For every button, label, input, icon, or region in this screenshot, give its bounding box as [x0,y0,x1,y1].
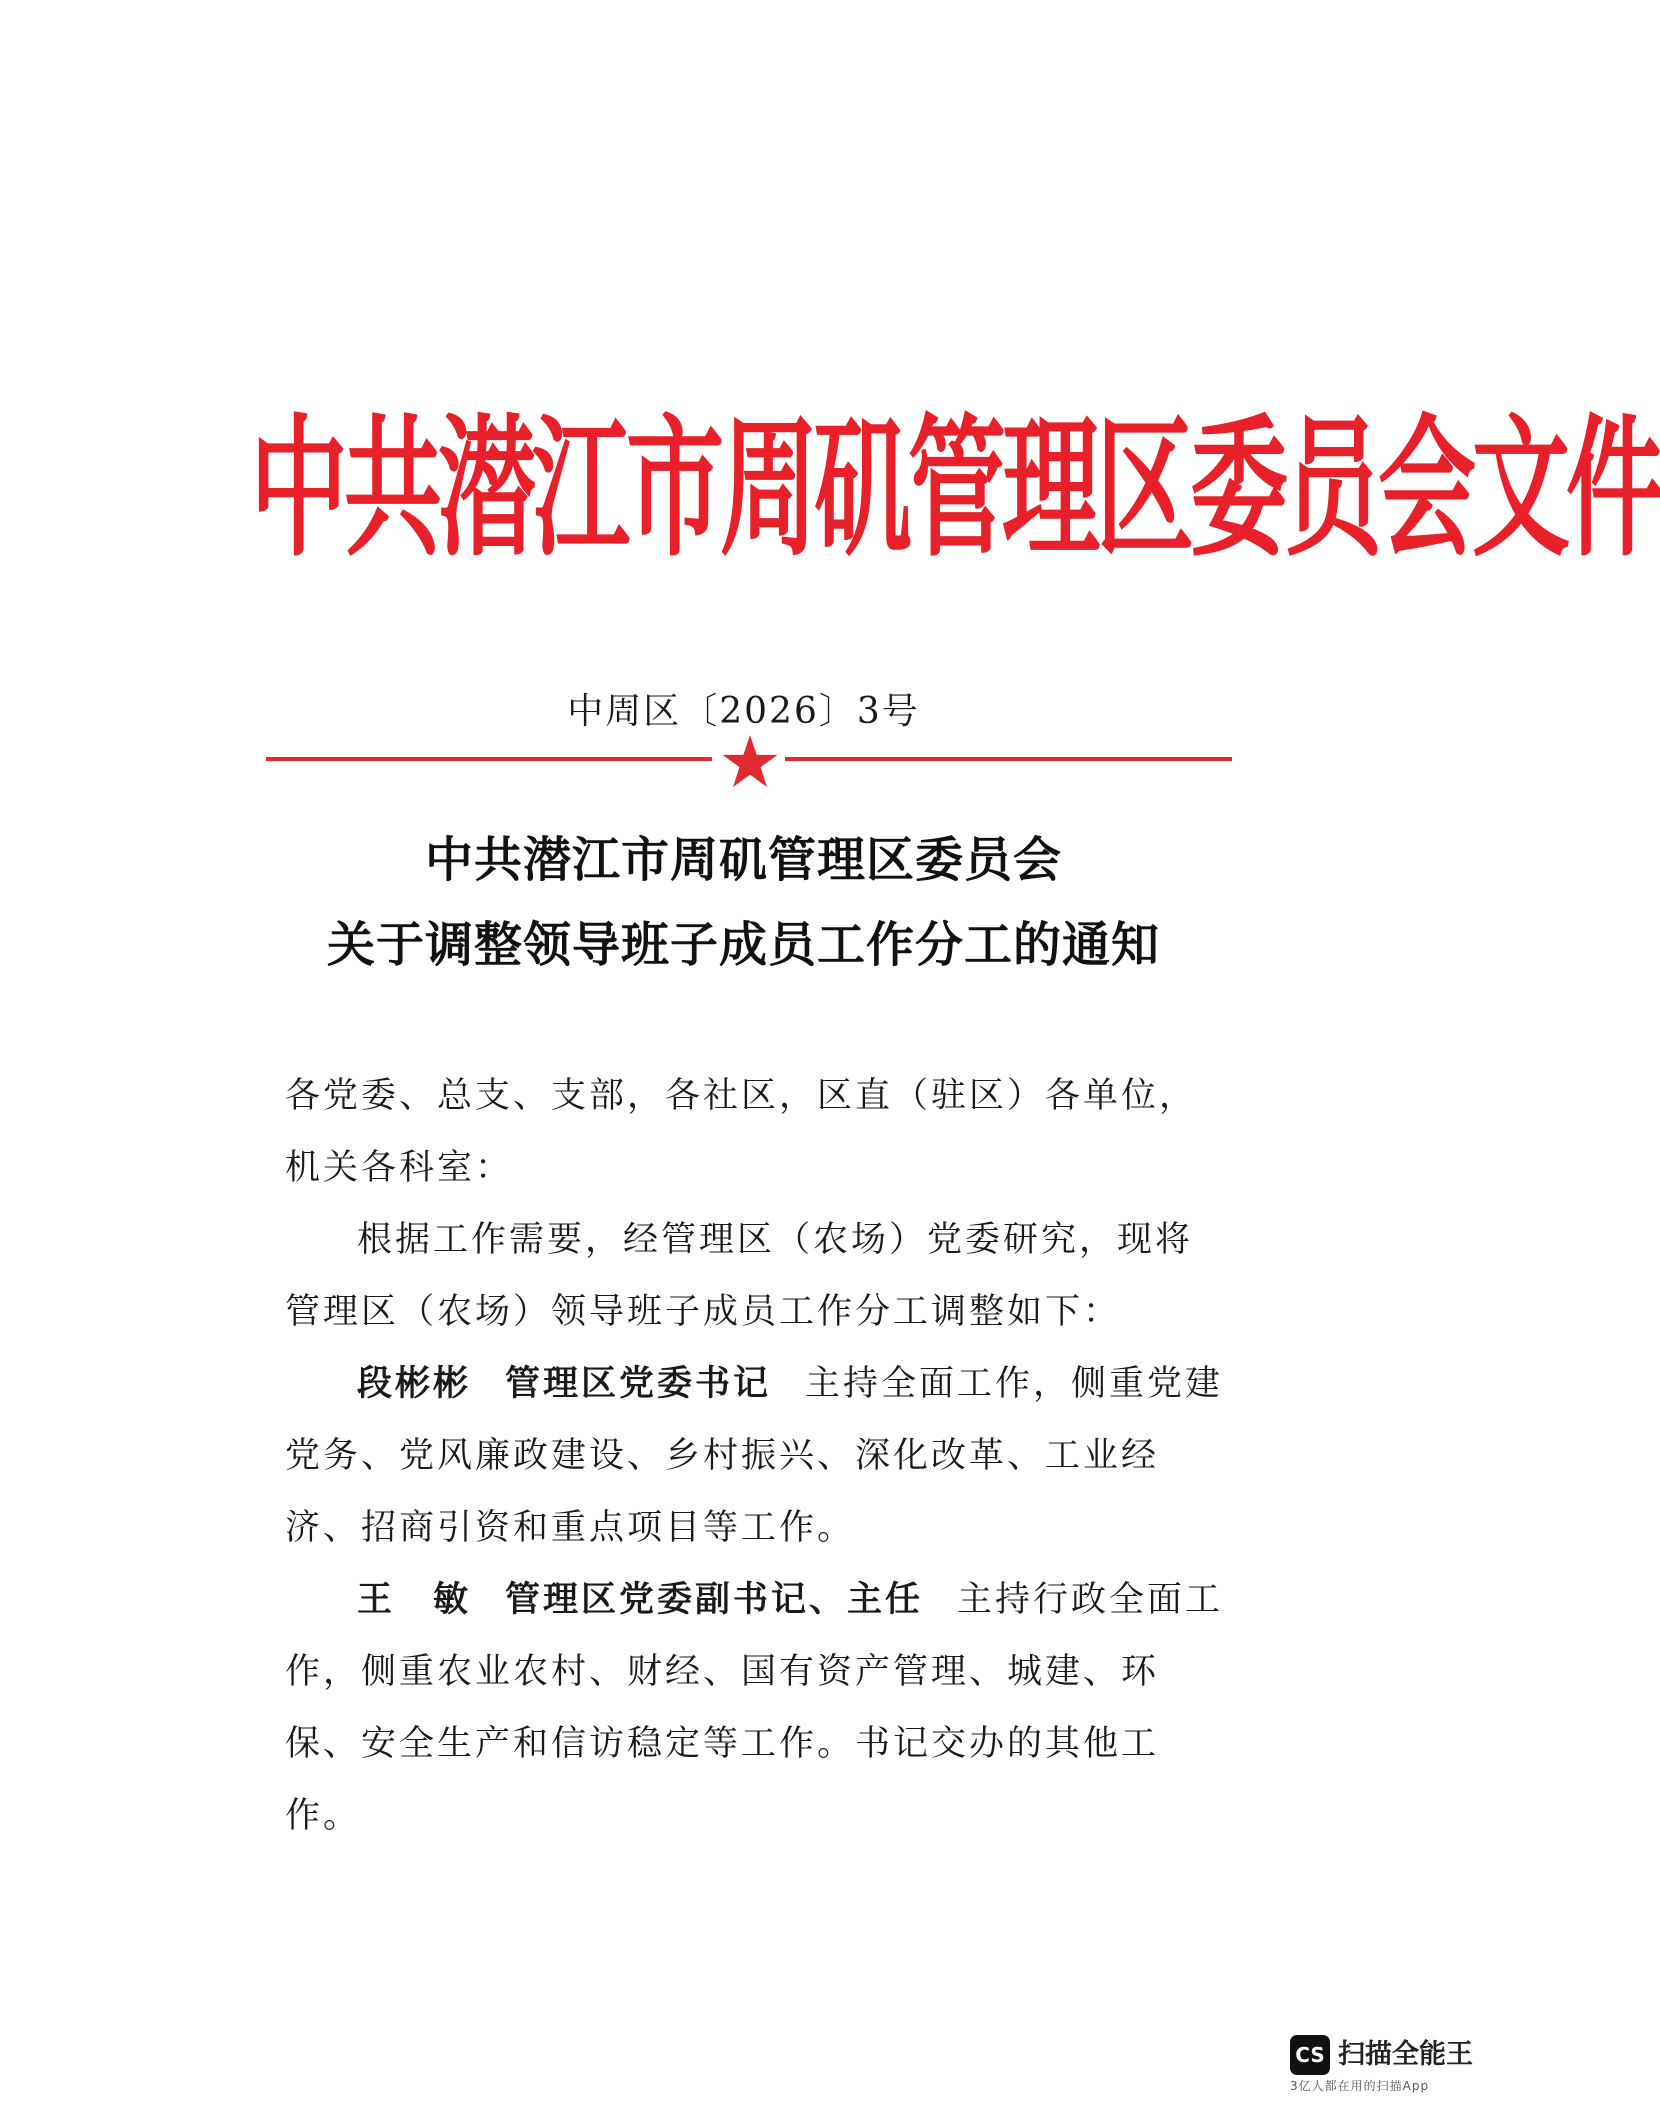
assignment-paragraph [285,1564,1230,1852]
scanner-app-name: 扫描全能王 [1338,2039,1473,2070]
leader-position: 管理区党委书记 [505,1364,772,1404]
scanner-tagline: 3亿人都在用的扫描App [1290,2079,1430,2093]
document-number: 中周区〔2026〕3号 [567,691,920,732]
leader-duties: 主持行政全面工作，侧重农业农村、财经、国有资产管理、城建、环保、安全生产和信访稳定等工作。书记交办的其他工作。 [285,1580,1224,1836]
masthead-title: 中共潜江市周矶管理区委员会文件 [250,401,1660,579]
notice-body [285,1060,1230,1852]
leader-position: 管理区党委副书记、主任 [505,1580,924,1620]
notice-title-line-1: 中共潜江市周矶管理区委员会 [424,832,1062,888]
scanner-watermark [1290,2035,1473,2095]
addressee-paragraph: 各党委、总支、支部，各社区，区直（驻区）各单位，机关各科室： [285,1076,1198,1188]
notice-title-line-2: 关于调整领导班子成员工作分工的通知 [326,917,1160,973]
leader-name: 王 敏 [357,1580,472,1620]
red-rule-right [785,757,1232,761]
star-shape [723,735,778,787]
leader-name: 段彬彬 [357,1364,472,1404]
red-rule-left [266,757,712,761]
red-star-icon [722,735,778,789]
scanner-logo-icon: CS [1290,2035,1330,2075]
leader-duties: 主持全面工作，侧重党建党务、党风廉政建设、乡村振兴、深化改革、工业经济、招商引资和重点项目等工作。 [285,1364,1224,1548]
assignment-paragraph [285,1348,1230,1564]
intro-paragraph: 根据工作需要，经管理区（农场）党委研究，现将管理区（农场）领导班子成员工作分工调整如下： [285,1220,1194,1332]
